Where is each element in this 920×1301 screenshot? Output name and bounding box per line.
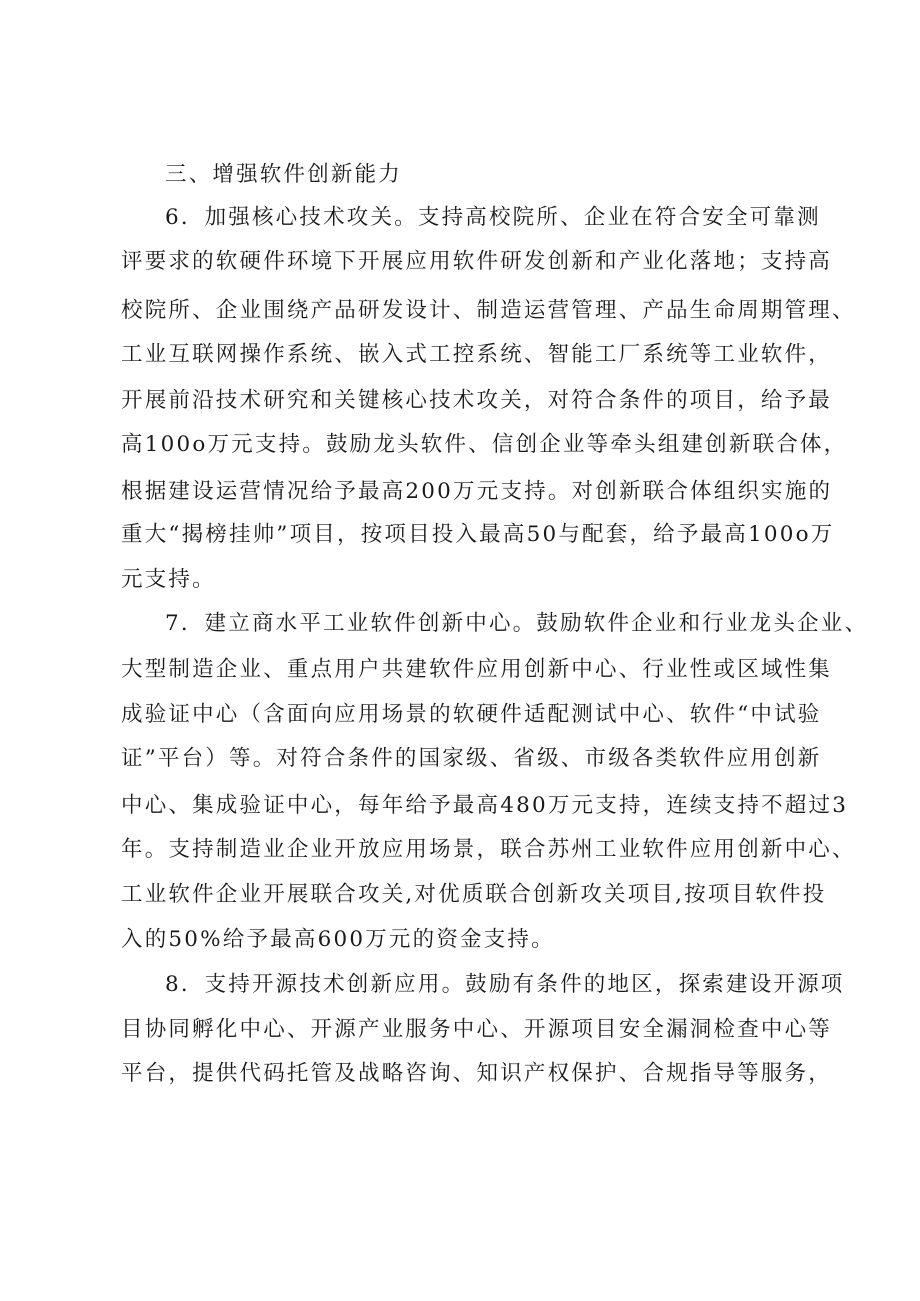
paragraph-7-line-2: 大型制造企业、重点用户共建软件应用创新中心、行业性或区域性集 [121, 657, 833, 682]
paragraph-7-line-4: 证”平台）等。对符合条件的国家级、省级、市级各类软件应用创新 [121, 746, 822, 771]
paragraph-6-line-4: 工业互联网操作系统、嵌入式工控系统、智能工厂系统等工业软件， [121, 342, 833, 367]
paragraph-7-line-6: 年。支持制造业企业开放应用场景，联合苏州工业软件应用创新中心、 [121, 837, 856, 862]
paragraph-6-line-3: 校院所、企业围绕产品研发设计、制造运营管理、产品生命周期管理、 [121, 298, 856, 323]
paragraph-7-line-7: 工业软件企业开展联合攻关,对优质联合创新攻关项目,按项目软件投 [121, 882, 827, 907]
paragraph-6-line-5: 开展前沿技术研究和关键核心技术攻关，对符合条件的项目，给予最 [121, 388, 833, 413]
paragraph-7-line-1: 7．建立商水平工业软件创新中心。鼓励软件企业和行业龙头企业、 [165, 611, 869, 636]
paragraph-8-line-3: 平台，提供代码托管及战略咨询、知识产权保护、合规指导等服务， [121, 1061, 833, 1086]
paragraph-8-line-1: 8．支持开源技术创新应用。鼓励有条件的地区，探索建设开源项 [165, 972, 845, 997]
paragraph-6-line-8: 重大“揭榜挂帅”项目，按项目投入最高50与配套，给予最高100o万 [121, 522, 835, 547]
paragraph-6-line-6: 高100o万元支持。鼓励龙头软件、信创企业等牵头组建创新联合体， [121, 432, 848, 457]
paragraph-6-line-2: 评要求的软硬件环境下开展应用软件研发创新和产业化落地；支持高 [121, 249, 833, 274]
section-heading: 三、增强软件创新能力 [165, 162, 403, 187]
paragraph-6-line-9: 元支持。 [121, 567, 216, 592]
paragraph-7-line-3: 成验证中心（含面向应用场景的软硬件适配测试中心、软件“中试验 [121, 702, 822, 727]
paragraph-7-line-5: 中心、集成验证中心，每年给予最高480万元支持，连续支持不超过3 [121, 793, 849, 818]
paragraph-6-line-1: 6．加强核心技术攻关。支持高校院所、企业在符合安全可靠测 [165, 205, 821, 230]
paragraph-8-line-2: 目协同孵化中心、开源产业服务中心、开源项目安全漏洞检查中心等 [121, 1017, 833, 1042]
paragraph-7-line-8: 入的50%给予最高600万元的资金支持。 [121, 927, 555, 952]
paragraph-6-line-7: 根据建设运营情况给予最高200万元支持。对创新联合体组织实施的 [121, 479, 833, 504]
